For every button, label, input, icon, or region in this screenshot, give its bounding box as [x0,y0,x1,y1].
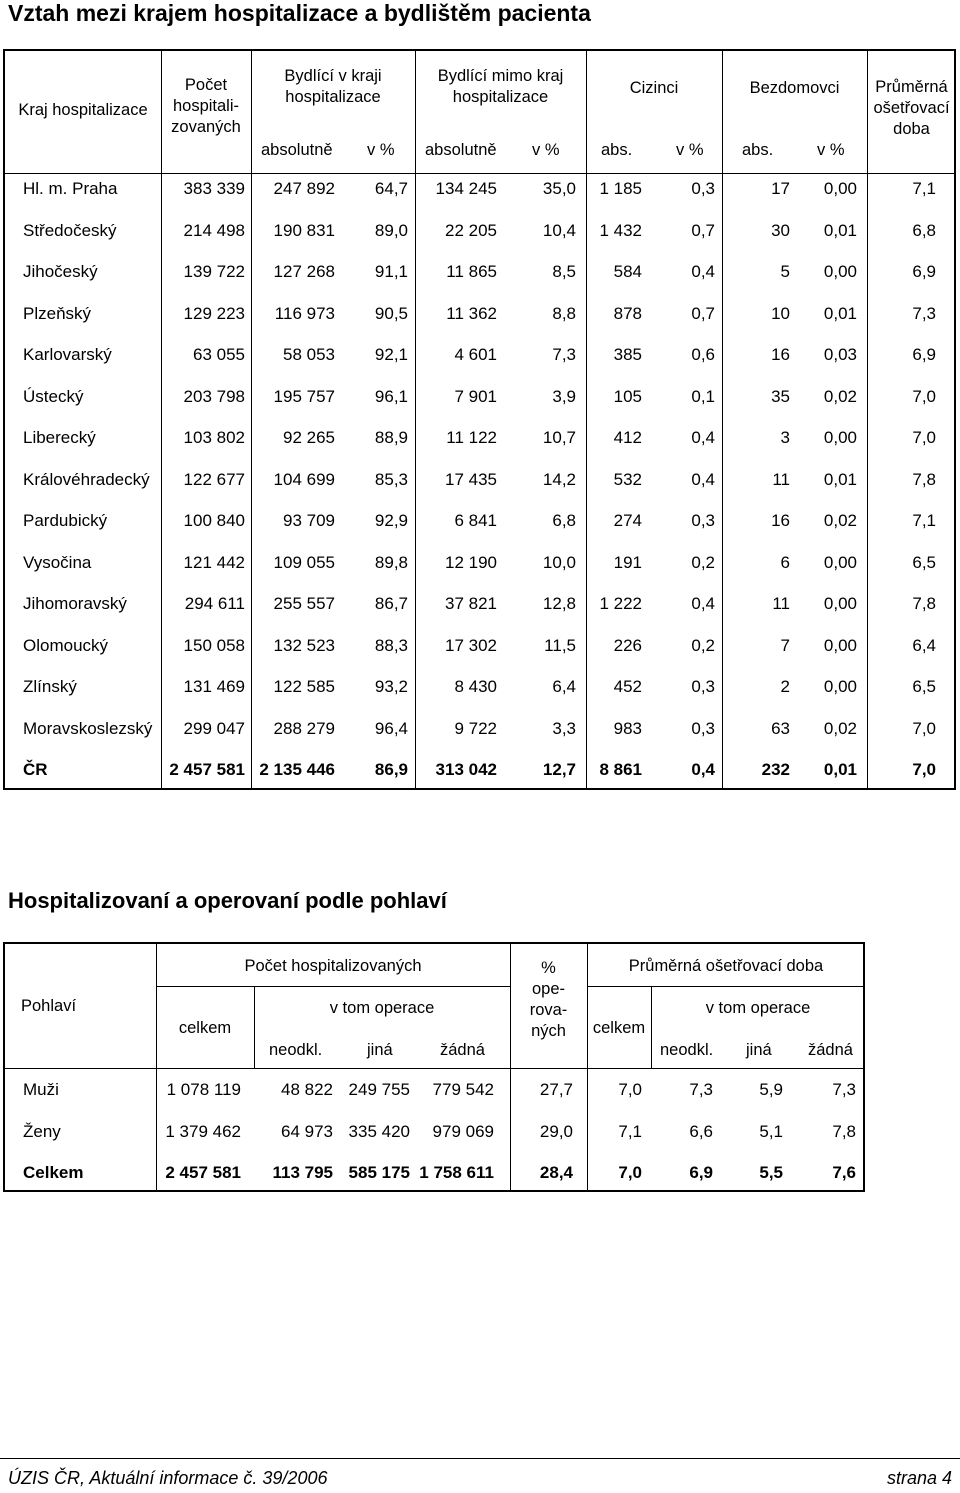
table-cell: 195 757 [273,386,335,406]
header-procento-operovanych: % ope- rova- ných [529,959,568,1040]
table-cell: 4 601 [454,345,497,364]
table-cell: 0,01 [823,303,857,323]
table-cell: 1 078 119 [166,1080,241,1099]
header-bydlici-mimo: Bydlící mimo kraj hospitalizace [437,67,564,106]
table-cell: 91,1 [374,262,408,281]
table-cell: 8,8 [552,303,576,323]
table-cell: 1 379 462 [165,1121,241,1141]
table-cell: 11 [772,469,790,489]
header-cizinci: Cizinci [629,79,679,97]
table-cell: 190 831 [273,220,335,240]
table-cell: 0,3 [691,179,715,198]
table-cell: 0,01 [823,220,857,240]
table-cell: 6,9 [912,345,936,364]
table-cell: 6,5 [912,677,936,696]
total-cell: 585 175 [348,1163,410,1182]
table-cell: 532 [613,469,642,489]
table-cell: 7,8 [832,1121,856,1141]
subheader: absolutně [261,141,333,159]
table-cell: 63 055 [193,345,245,364]
total-cell: 232 [761,760,790,779]
table-cell: 5,1 [759,1121,783,1141]
total-cell: 0,01 [823,760,857,779]
table-cell: 6,9 [912,262,936,281]
table-cell: 288 279 [273,718,335,738]
table-cell: 122 585 [273,677,335,696]
header-celkem2: celkem [592,1019,646,1037]
table-cell: 452 [613,677,642,696]
table-cell: 0,02 [823,511,857,530]
table-cell: 0,3 [691,718,715,738]
table-cell: 6 841 [454,511,497,530]
table-cell: 7,3 [552,345,576,364]
region-name: Karlovarský [23,345,112,364]
table-cell: 11 [772,594,790,613]
table-cell: 779 542 [432,1080,494,1099]
header-pocet: Počet hospitali- zovaných [171,76,241,136]
table-cell: 7,3 [832,1080,856,1099]
region-name: Plzeňský [23,303,92,323]
table-cell: 3,9 [552,386,576,406]
header-v-tom-operace2: v tom operace [705,999,811,1017]
table-cell: 7,0 [912,386,936,406]
table-cell: 0,00 [823,552,857,572]
header-bydlici-v-kraji: Bydlící v kraji hospitalizace [284,67,382,106]
table-cell: 16 [771,345,790,364]
table-cell: 27,7 [539,1080,573,1099]
total-cell: 113 795 [272,1163,333,1182]
table-cell: 6,4 [552,677,576,696]
table-cell: 0,4 [691,594,715,613]
table-cell: 6,6 [689,1121,713,1141]
table-cell: 7 [780,635,790,655]
table-cell: 58 053 [283,345,335,364]
table-cell: 1 185 [599,179,642,198]
table-cell: 86,7 [374,594,408,613]
table-cell: 7,8 [912,469,936,489]
table-cell: 979 069 [432,1121,494,1141]
table-cell: 0,00 [823,262,857,281]
table-cell: 0,6 [691,345,715,364]
subheader: abs. [601,141,633,159]
total-cell: 7,0 [618,1163,642,1182]
table-cell: 7,3 [912,303,936,323]
table-cell: 90,5 [374,303,408,323]
table-cell: 584 [613,262,642,281]
table-cell: 255 557 [273,594,335,613]
table-cell: 6,8 [912,220,936,240]
region-name: Středočeský [23,220,117,240]
total-cell: 6,9 [689,1163,713,1182]
table-cell: 88,9 [374,428,408,447]
table-cell: 12 190 [445,552,497,572]
total-row-label: Celkem [23,1163,84,1182]
table-cell: 6,4 [912,635,936,655]
table-cell: 35,0 [542,179,576,198]
table-cell: 96,1 [374,386,408,406]
table-cell: 103 802 [183,428,245,447]
table-cell: 129 223 [183,303,245,323]
table-cell: 203 798 [183,386,245,406]
table-cell: 0,7 [691,220,715,240]
subheader: v % [532,141,560,159]
subheader-zadna: žádná [440,1041,485,1059]
table-cell: 131 469 [183,677,245,696]
table-cell: 11,5 [544,635,576,655]
subheader-jina2: jiná [746,1041,772,1059]
table-cell: 383 339 [183,179,245,198]
table-cell: 122 677 [183,469,245,489]
table-cell: 983 [613,718,642,738]
table-cell: 139 722 [183,262,245,281]
table-cell: 0,4 [691,428,715,447]
table-cell: 100 840 [183,511,245,530]
region-name: Zlínský [23,677,77,696]
table-cell: 0,3 [691,511,715,530]
table-cell: 249 755 [348,1080,410,1099]
total-cell: 0,4 [691,760,715,779]
subheader: v % [817,141,845,159]
page-title: Vztah mezi krajem hospitalizace a bydlištěm pacienta [8,0,591,26]
region-name: Pardubický [23,511,108,530]
table-cell: 92,1 [374,345,408,364]
table-cell: 0,00 [823,594,857,613]
region-name: Vysočina [23,552,92,572]
region-name: Jihočeský [23,262,98,281]
table-cell: 3,3 [552,718,576,738]
table-cell: 7 901 [454,386,497,406]
footer-rule [0,1458,960,1459]
subheader-jina: jiná [367,1041,393,1059]
table-cell: 274 [613,511,642,530]
table-cell: 0,00 [823,635,857,655]
total-cell: 8 861 [599,760,642,779]
table-cell: 35 [771,386,790,406]
table-cell: 191 [613,552,642,572]
table-cell: 7,3 [689,1080,713,1099]
total-cell: 1 758 611 [419,1163,494,1182]
region-name: Královéhradecký [23,469,150,489]
subheader: abs. [742,141,774,159]
table-cell: 134 245 [435,179,497,198]
table-cell: 0,02 [823,718,857,738]
table-cell: 294 611 [184,594,245,613]
table-cell: 10,0 [542,552,576,572]
table-cell: 17 435 [445,469,497,489]
table-cell: 116 973 [274,303,335,323]
table-cell: 109 055 [273,552,335,572]
table-cell: 92 265 [283,428,335,447]
total-cell: 5,5 [759,1163,783,1182]
table-cell: 0,4 [691,262,715,281]
table-cell: 96,4 [374,718,408,738]
header-prumerna-doba: Průměrná ošetřovací doba [873,78,950,138]
table-cell: 0,00 [823,677,857,696]
table-cell: 121 442 [183,552,245,572]
total-cell: 7,6 [832,1163,856,1182]
table-cell: 104 699 [273,469,335,489]
table-cell: 5,9 [759,1080,783,1099]
total-cell: 2 457 581 [165,1163,241,1182]
table-cell: 247 892 [273,179,335,198]
table-cell: 6,5 [912,552,936,572]
region-name: Moravskoslezský [23,718,153,738]
table-cell: 64 973 [281,1121,333,1141]
footer-source: ÚZIS ČR, Aktuální informace č. 39/2006 [8,1468,328,1488]
table-cell: 16 [771,511,790,530]
table-cell: 37 821 [445,594,497,613]
table-cell: 30 [771,220,790,240]
table-cell: 3 [780,428,790,447]
region-name: Jihomoravský [23,594,127,613]
subheader: v % [676,141,704,159]
header-prumerna-doba: Průměrná ošetřovací doba [628,957,824,975]
table-cell: 6 [780,552,790,572]
table-cell: 10,4 [542,220,576,240]
header-bezdomovci: Bezdomovci [749,79,840,97]
subheader: v % [367,141,395,159]
table-cell: 92,9 [374,511,408,530]
region-name: Hl. m. Praha [23,179,118,198]
table-cell: 7,8 [912,594,936,613]
table-cell: 335 420 [348,1121,410,1141]
table-cell: 127 268 [273,262,335,281]
region-name: Olomoucký [23,635,109,655]
header-kraj: Kraj hospitalizace [18,101,148,119]
table-cell: 93,2 [374,677,408,696]
table-cell: 89,0 [374,220,408,240]
table-cell: 10 [771,303,790,323]
table-cell: 29,0 [539,1121,573,1141]
table-cell: 10,7 [542,428,576,447]
table-cell: 7,0 [912,428,936,447]
header-v-tom-operace: v tom operace [329,999,435,1017]
table-cell: 385 [613,345,642,364]
table-cell: 0,00 [823,179,857,198]
gender-name: Muži [23,1080,59,1099]
total-cell: 7,0 [912,760,936,779]
table-cell: 88,3 [374,635,408,655]
table-cell: 14,2 [542,469,576,489]
table-cell: 0,01 [823,469,857,489]
table-cell: 17 302 [445,635,497,655]
table-cell: 7,0 [912,718,936,738]
table-cell: 105 [613,386,642,406]
subheader: absolutně [425,141,497,159]
footer-page: strana 4 [886,1468,952,1488]
gender-table [3,942,865,1192]
table-cell: 63 [771,718,790,738]
subheader-neodkl2: neodkl. [660,1041,714,1059]
table-cell: 0,00 [823,428,857,447]
table-cell: 7,0 [618,1080,642,1099]
table-cell: 412 [613,428,642,447]
table-cell: 0,2 [691,635,715,655]
table-cell: 9 722 [454,718,497,738]
region-name: Ústecký [23,386,84,406]
table-cell: 11 865 [446,262,497,281]
table-cell: 132 523 [273,635,335,655]
table-cell: 8 430 [454,677,497,696]
table-cell: 1 432 [599,220,642,240]
header-celkem: celkem [178,1019,232,1037]
total-cell: 2 457 581 [169,760,245,779]
table-cell: 0,1 [691,386,715,406]
region-table [3,49,956,790]
table-cell: 11 362 [446,303,497,323]
table-cell: 85,3 [374,469,408,489]
table-cell: 0,02 [823,386,857,406]
subheader-zadna2: žádná [808,1041,853,1059]
total-row-label: ČR [23,760,48,779]
table-cell: 48 822 [281,1080,333,1099]
table-cell: 8,5 [552,262,576,281]
table-cell: 11 122 [446,428,497,447]
table-cell: 0,4 [691,469,715,489]
total-cell: 86,9 [374,760,408,779]
table-cell: 1 222 [599,594,642,613]
table-cell: 0,7 [691,303,715,323]
table-cell: 22 205 [445,220,497,240]
total-cell: 28,4 [539,1163,573,1182]
table-cell: 214 498 [183,220,245,240]
subheader-neodkl: neodkl. [269,1041,323,1059]
table-cell: 878 [613,303,642,323]
header-pocet-hosp: Počet hospitalizovaných [244,957,422,975]
table-cell: 7,1 [912,511,936,530]
gender-name: Ženy [23,1121,61,1141]
table-cell: 64,7 [374,179,408,198]
table-cell: 17 [771,179,790,198]
total-cell: 313 042 [435,760,497,779]
table-cell: 7,1 [912,179,936,198]
table-cell: 93 709 [283,511,335,530]
header-pohlavi: Pohlaví [21,997,77,1015]
table-cell: 89,8 [374,552,408,572]
table-cell: 226 [613,635,642,655]
table-cell: 6,8 [552,511,576,530]
table-cell: 12,8 [542,594,576,613]
section-title: Hospitalizovaní a operovaní podle pohlaví [8,888,447,913]
table-cell: 0,03 [823,345,857,364]
table-cell: 5 [780,262,790,281]
table-cell: 0,3 [691,677,715,696]
table-cell: 2 [780,677,790,696]
table-cell: 7,1 [618,1121,642,1141]
total-cell: 12,7 [542,760,576,779]
region-name: Liberecký [23,428,96,447]
table-cell: 299 047 [183,718,245,738]
table-cell: 150 058 [183,635,245,655]
table-cell: 0,2 [691,552,715,572]
total-cell: 2 135 446 [259,760,335,779]
